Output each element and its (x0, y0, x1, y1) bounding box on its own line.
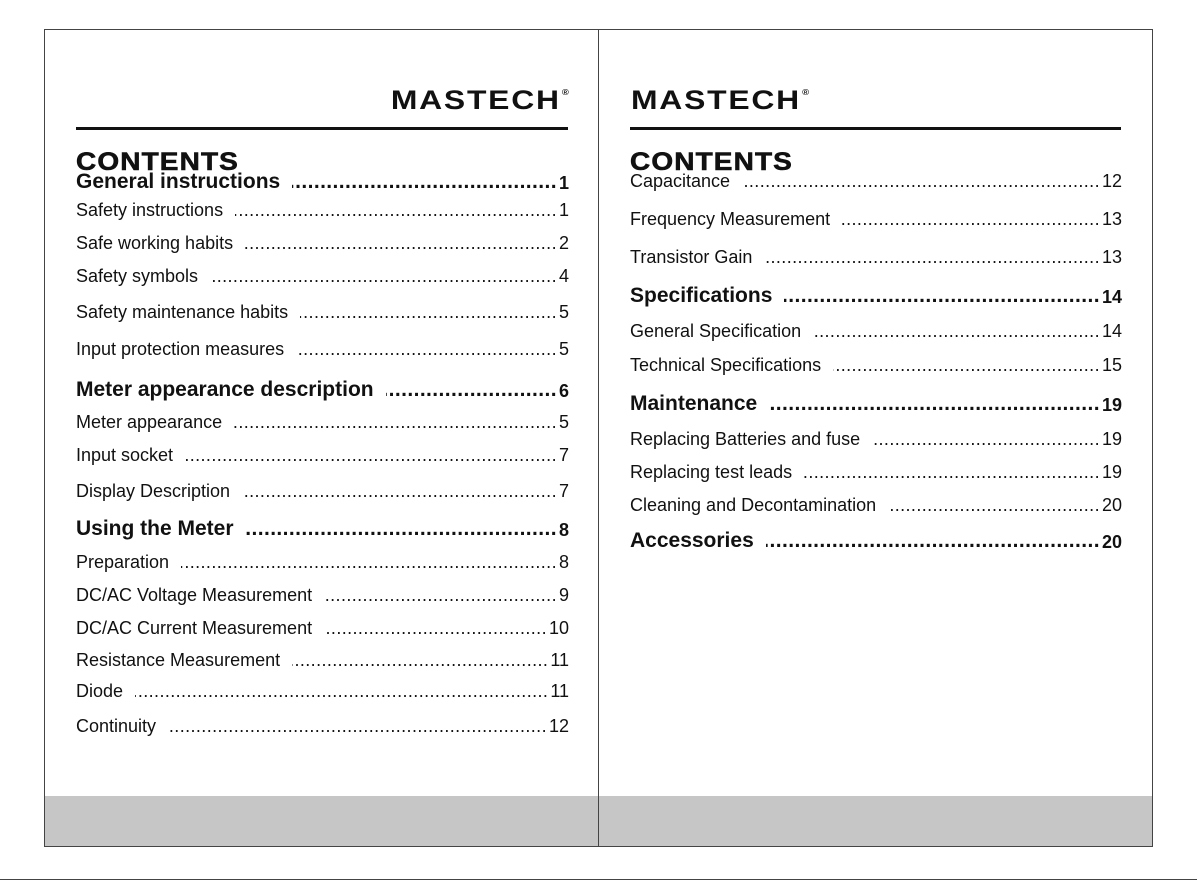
toc-entry (76, 267, 569, 285)
toc-entry (630, 430, 1122, 448)
toc-entry (76, 651, 569, 669)
contents-heading: CONTENTS (630, 148, 793, 176)
toc-entry-label: Resistance Measurement (76, 650, 281, 670)
dot-leader (784, 288, 1100, 306)
toc-entry-page-number: 8 (558, 520, 569, 540)
toc-entry-page-number: 11 (550, 650, 569, 670)
toc-entry-label: Specifications (630, 284, 773, 307)
right-page (598, 29, 1153, 847)
toc-entry (630, 322, 1122, 340)
dot-leader (386, 382, 557, 400)
toc-entry-label: Safety instructions (76, 200, 224, 220)
toc-entry-page-number: 1 (558, 173, 569, 193)
dot-leader (769, 396, 1100, 414)
toc-entry-label: DC/AC Current Measurement (76, 618, 313, 638)
dot-leader (246, 521, 557, 539)
dot-leader (804, 463, 1100, 481)
mastech-logo: MASTECH® (631, 85, 810, 115)
toc-entry-page-number: 9 (558, 585, 569, 605)
left-page (44, 29, 599, 847)
dot-leader (181, 553, 557, 571)
toc-entry (76, 201, 569, 219)
dot-leader (872, 430, 1100, 448)
toc-entry-label: General instructions (76, 170, 281, 193)
toc-entry (76, 413, 569, 431)
toc-entry-label: DC/AC Voltage Measurement (76, 585, 313, 605)
header-rule (76, 127, 568, 130)
toc-entry-page-number: 12 (548, 716, 569, 736)
toc-entry-page-number: 19 (1101, 395, 1122, 415)
toc-entry-page-number: 2 (558, 233, 569, 253)
toc-entry-page-number: 4 (558, 266, 569, 286)
dot-leader (292, 651, 548, 669)
dot-leader (235, 201, 557, 219)
footer-band (599, 796, 1152, 846)
toc-entry (76, 234, 569, 252)
toc-entry-page-number: 13 (1101, 247, 1122, 267)
toc-entry-label: Continuity (76, 716, 157, 736)
dot-leader (324, 586, 557, 604)
dot-leader (135, 682, 548, 700)
toc-entry-page-number: 13 (1101, 209, 1122, 229)
toc-entry-label: Meter appearance (76, 412, 223, 432)
toc-entry (76, 482, 569, 500)
toc-entry-page-number: 12 (1101, 171, 1122, 191)
toc-entry-label: Maintenance (630, 392, 758, 415)
toc-entry (76, 446, 569, 464)
footer-band (45, 796, 599, 846)
dot-leader (245, 234, 557, 252)
header-rule (630, 127, 1121, 130)
bottom-divider (0, 879, 1197, 880)
toc-entry-page-number: 7 (558, 481, 569, 501)
toc-entry-label: Input protection measures (76, 339, 285, 359)
toc-entry-page-number: 20 (1101, 495, 1122, 515)
dot-leader (185, 446, 557, 464)
toc-entry-label: Capacitance (630, 171, 731, 191)
toc-entry (76, 553, 569, 571)
toc-entry-label: Safety maintenance habits (76, 302, 289, 322)
mastech-logo: MASTECH® (390, 85, 569, 115)
toc-entry-page-number: 8 (558, 552, 569, 572)
toc-entry-label: Safety symbols (76, 266, 199, 286)
toc-entry-page-number: 10 (548, 618, 569, 638)
contents-heading: CONTENTS (76, 148, 239, 176)
dot-leader (296, 340, 557, 358)
toc-entry-label: Safe working habits (76, 233, 234, 253)
dot-leader (324, 619, 547, 637)
toc-entry (76, 586, 569, 604)
toc-entry-label: Diode (76, 681, 124, 701)
toc-entry-label: Using the Meter (76, 517, 234, 540)
toc-entry-page-number: 20 (1101, 532, 1122, 552)
toc-entry-page-number: 5 (558, 302, 569, 322)
toc-entry-label: Frequency Measurement (630, 209, 831, 229)
dot-leader (764, 248, 1100, 266)
toc-entry-page-number: 11 (550, 681, 569, 701)
toc-section-heading (76, 518, 569, 539)
dot-leader (300, 303, 557, 321)
toc-entry (630, 210, 1122, 228)
toc-entry (76, 682, 569, 700)
toc-entry-label: Display Description (76, 481, 231, 501)
toc-entry-label: Input socket (76, 445, 174, 465)
toc-entry (76, 340, 569, 358)
toc-entry-page-number: 5 (558, 339, 569, 359)
toc-section-heading (76, 171, 569, 192)
toc-entry (630, 172, 1122, 190)
dot-leader (888, 496, 1100, 514)
toc-entry-page-number: 5 (558, 412, 569, 432)
toc-entry-label: Preparation (76, 552, 170, 572)
dot-leader (742, 172, 1100, 190)
dot-leader (813, 322, 1100, 340)
toc-entry-page-number: 19 (1101, 429, 1122, 449)
toc-entry-label: General Specification (630, 321, 802, 341)
toc-entry-page-number: 15 (1101, 355, 1122, 375)
dot-leader (292, 174, 557, 192)
toc-entry-page-number: 14 (1101, 287, 1122, 307)
toc-entry (630, 248, 1122, 266)
toc-entry-page-number: 1 (558, 200, 569, 220)
dot-leader (168, 717, 547, 735)
dot-leader (766, 533, 1100, 551)
toc-entry (630, 356, 1122, 374)
toc-section-heading (630, 393, 1122, 414)
toc-entry (630, 463, 1122, 481)
toc-section-heading (76, 379, 569, 400)
toc-entry-page-number: 6 (558, 381, 569, 401)
dot-leader (234, 413, 557, 431)
toc-entry (630, 496, 1122, 514)
dot-leader (242, 482, 557, 500)
toc-entry-label: Meter appearance description (76, 378, 374, 401)
toc-entry (76, 717, 569, 735)
dot-leader (210, 267, 557, 285)
toc-section-heading (630, 530, 1122, 551)
toc-entry-label: Replacing Batteries and fuse (630, 429, 861, 449)
dot-leader (833, 356, 1100, 374)
toc-entry-page-number: 14 (1101, 321, 1122, 341)
toc-entry-label: Replacing test leads (630, 462, 793, 482)
toc-entry-label: Cleaning and Decontamination (630, 495, 877, 515)
dot-leader (842, 210, 1100, 228)
toc-entry-label: Accessories (630, 529, 754, 552)
toc-section-heading (630, 285, 1122, 306)
toc-entry-label: Technical Specifications (630, 355, 822, 375)
toc-entry-page-number: 7 (558, 445, 569, 465)
toc-entry-label: Transistor Gain (630, 247, 753, 267)
toc-entry (76, 303, 569, 321)
toc-entry (76, 619, 569, 637)
toc-entry-page-number: 19 (1101, 462, 1122, 482)
